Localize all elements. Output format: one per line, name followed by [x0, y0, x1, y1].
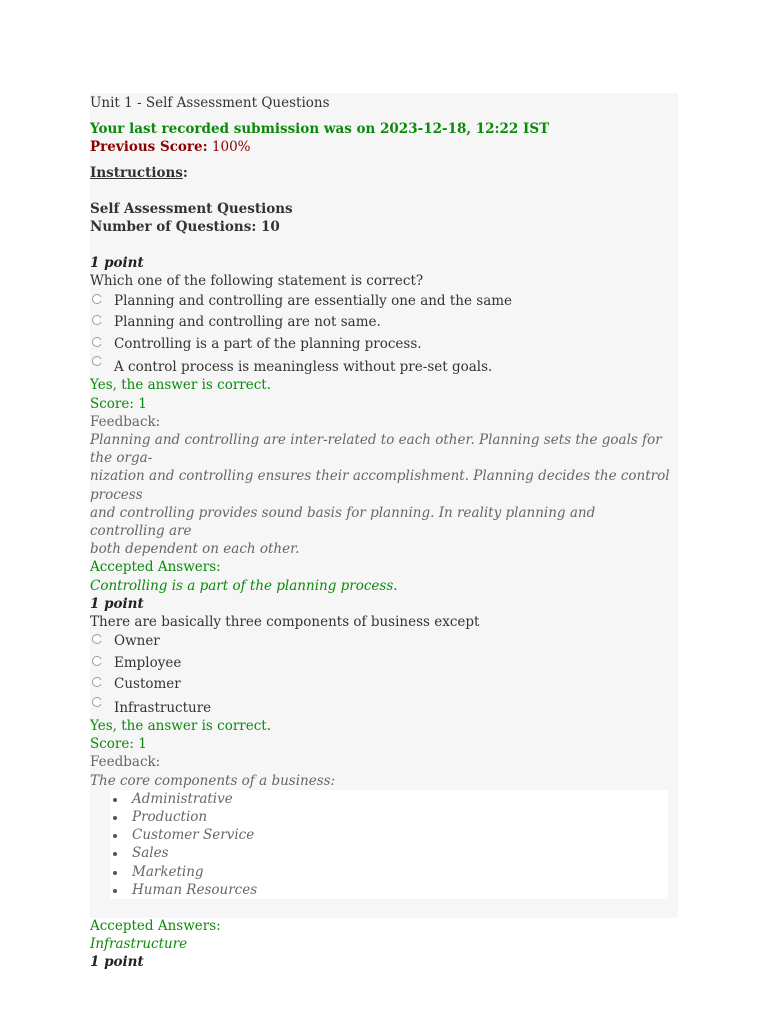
feedback-line: nization and controlling ensures their accomplishment. Planning decides the control process: [90, 468, 670, 503]
accepted-answer: Controlling is a part of the planning process.: [90, 577, 398, 594]
previous-score: [90, 138, 674, 156]
radio-button[interactable]: [92, 697, 102, 707]
answer-option[interactable]: [90, 291, 674, 313]
instructions-label: Instructions: [90, 164, 183, 181]
score-text: Score: 1: [90, 395, 147, 412]
radio-button[interactable]: [92, 356, 102, 366]
radio-button[interactable]: [92, 634, 102, 644]
accepted-answer: Infrastructure: [90, 936, 188, 953]
question-count: Number of Questions: 10: [90, 219, 280, 236]
score-text: Score: 1: [90, 736, 147, 753]
section-title: Self Assessment Questions: [90, 200, 293, 217]
list-item: Production: [110, 808, 668, 826]
option-label: Infrastructure: [114, 700, 212, 717]
option-label: Planning and controlling are not same.: [114, 314, 381, 331]
list-item: Marketing: [110, 863, 668, 881]
answer-option[interactable]: [90, 334, 674, 356]
feedback-line: both dependent on each other.: [90, 541, 300, 558]
question-text: There are basically three components of business except: [90, 614, 480, 631]
previous-score-label: Previous Score:: [90, 139, 208, 156]
instructions-heading: [90, 164, 674, 182]
accepted-answers-label: Accepted Answers:: [90, 918, 221, 935]
answer-option[interactable]: [90, 653, 674, 675]
feedback-line: and controlling provides sound basis for planning. In reality planning and controlling are: [90, 504, 596, 540]
result-message: Yes, the answer is correct.: [90, 377, 271, 394]
result-message: Yes, the answer is correct.: [90, 718, 271, 735]
question-3: [90, 953, 674, 971]
feedback-line: Planning and controlling are inter-related to each other. Planning sets the goals for the orga-: [90, 432, 662, 467]
feedback-list-box: [110, 790, 668, 899]
answer-option[interactable]: [90, 699, 674, 717]
feedback-label: Feedback:: [90, 413, 161, 430]
answer-option[interactable]: [90, 631, 674, 653]
feedback-label: Feedback:: [90, 754, 161, 771]
option-label: Customer: [114, 676, 181, 693]
radio-button[interactable]: [92, 677, 102, 687]
submission-notice: Your last recorded submission was on 2023-12-18, 12:22 IST: [90, 121, 550, 138]
question-points: 1 point: [90, 255, 144, 272]
answer-option[interactable]: [90, 674, 674, 696]
assessment-content: [90, 93, 674, 972]
list-item: Human Resources: [110, 881, 668, 899]
option-label: Owner: [114, 633, 160, 650]
accepted-answers-label: Accepted Answers:: [90, 559, 221, 576]
radio-button[interactable]: [92, 294, 102, 304]
option-label: Controlling is a part of the planning process.: [114, 335, 422, 352]
question-2: [90, 595, 674, 954]
question-points: 1 point: [90, 954, 144, 971]
page-title: Unit 1 - Self Assessment Questions: [90, 95, 330, 111]
radio-button[interactable]: [92, 656, 102, 666]
option-label: A control process is meaningless without pre-set goals.: [114, 359, 493, 376]
question-text: Which one of the following statement is correct?: [90, 273, 424, 290]
answer-option[interactable]: [90, 358, 674, 376]
option-label: Planning and controlling are essentially one and the same: [114, 292, 513, 309]
question-points: 1 point: [90, 595, 144, 612]
feedback-list: [110, 790, 668, 899]
previous-score-value: 100%: [211, 139, 251, 156]
instructions-suffix: :: [182, 164, 188, 181]
feedback-text: [90, 431, 674, 558]
feedback-intro: The core components of a business:: [90, 772, 336, 789]
list-item: Administrative: [110, 790, 668, 808]
option-label: Employee: [114, 654, 182, 671]
radio-button[interactable]: [92, 315, 102, 325]
list-item: Customer Service: [110, 826, 668, 844]
answer-option[interactable]: [90, 312, 674, 334]
list-item: Sales: [110, 844, 668, 862]
radio-button[interactable]: [92, 337, 102, 347]
question-1: [90, 254, 674, 595]
